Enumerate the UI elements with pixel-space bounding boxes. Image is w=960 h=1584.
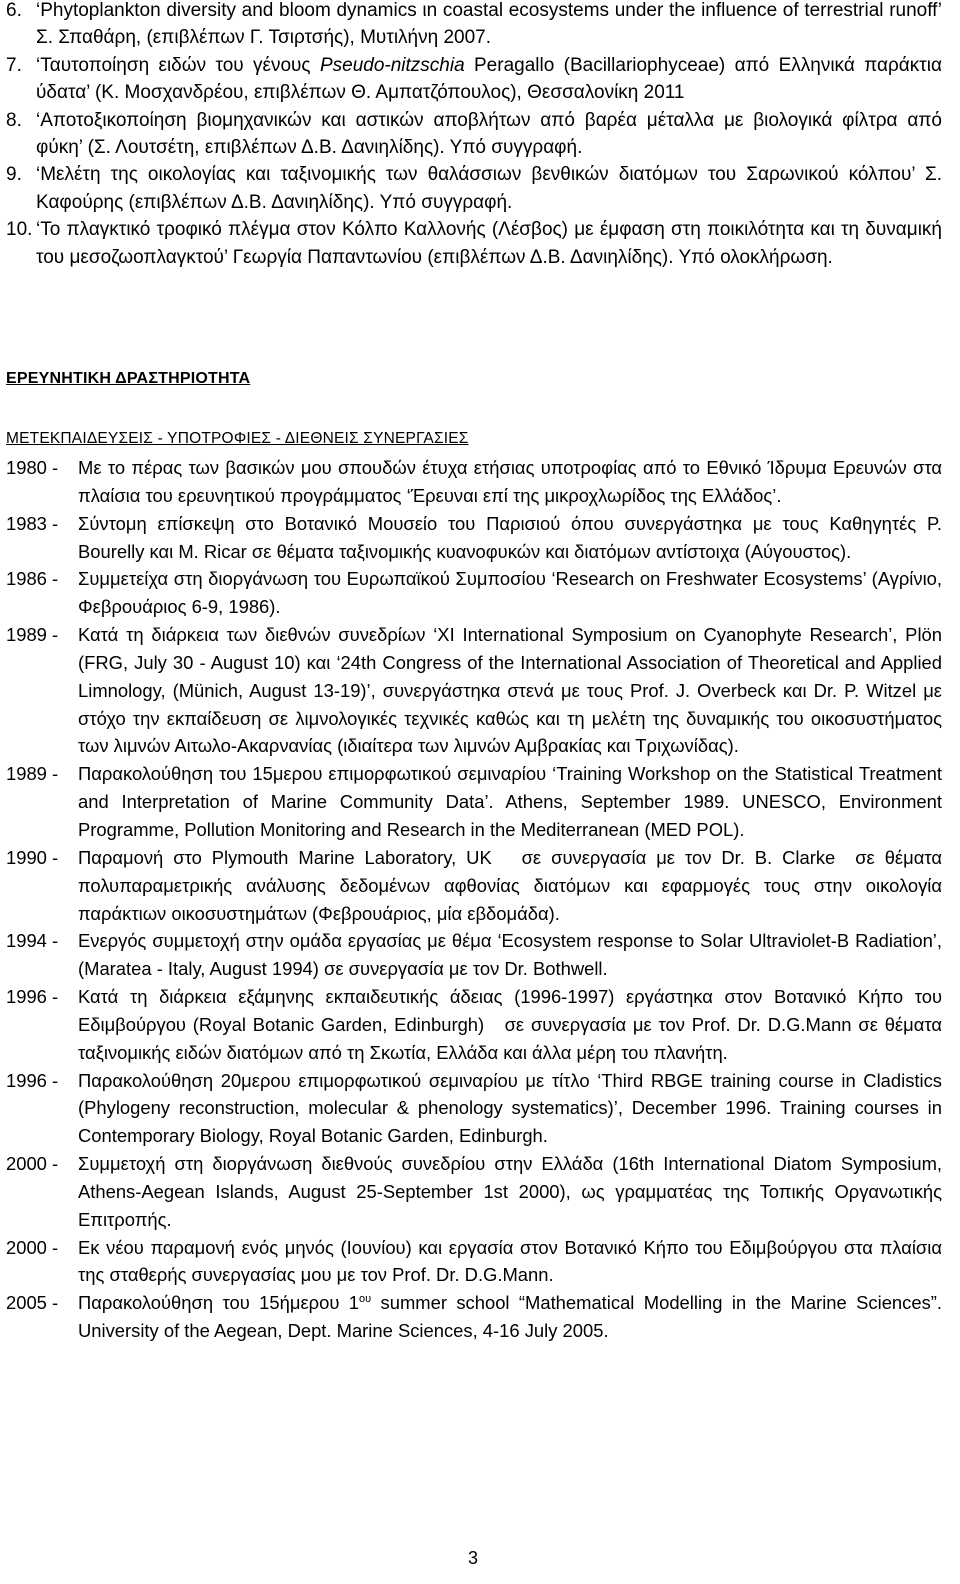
list-item-text: ‘Phytoplankton diversity and bloom dynamics ιn coastal ecosystems under the influence of terrestrial runoff’ Σ. Σπαθάρη, (επιβλέπων Γ. Τσιρτσής), Μυτιλήνη 2007. [36,0,942,49]
activity-entry [6,510,942,566]
entry-text: Παρακολούθηση του 15μερου επιμορφωτικού σεμιναρίου ‘Training Workshop on the Statistical Treatment and Interpretation of Marine Community Data’. Athens, September 1989. UNESCO, Environment Programme, Pollution Monitoring and Research in the Mediterranean (MED POL). [78,763,942,840]
activity-entry [6,1150,942,1234]
activity-entry [6,565,942,621]
activity-entry [6,760,942,844]
list-item [6,216,942,271]
list-item [6,107,942,162]
entry-year: 1989 - [6,763,59,785]
activity-entry [6,1067,942,1151]
entry-year: 1989 - [6,624,59,646]
entry-text: Παρακολούθηση 20μερου επιμορφωτικού σεμιναρίου με τίτλο ‘Third RBGE training course in Cladistics (Phylogeny reconstruction, molecular & phenology systematics)’, December 1996. Training courses in Contemporary Biology, Royal Botanic Garden, Edinburgh. [78,1069,942,1147]
entry-text: Σύντομη επίσκεψη στο Βοτανικό Μουσείο του Παρισιού όπου συνεργάστηκα με τους Καθηγητές P. Bourelly και M. Ricar σε θέματα ταξινομικής κυανοφυκών και διατόμων αντίστοιχα (Αύγουστος). [78,512,942,562]
entry-text: Ενεργός συμμετοχή στην ομάδα εργασίας με θέμα ‘Ecosystem response to Solar Ultraviolet‑B Radiation’, (Maratea ‑ Italy, August 1994) σε συνεργασία με τον Dr. Bothwell. [78,930,942,980]
entry-year: 2000 - [6,1236,59,1258]
entry-year: 1980 - [6,457,59,478]
entry-text: Παραμονή στο Plymouth Marine Laboratory, UK σε συνεργασία με τον Dr. B. Clarke σε θέματα πολυπαραμετρικής ανάλυσης δεδομένων αφθονίας διατόμων και εφαρμογές τους στην οικολογία παράκτιων οικοσυστημάτων (Φεβρουάριος, μία εβδομάδα). [78,846,942,924]
entry-text: Συμμετείχα στη διοργάνωση του Ευρωπαϊκού Συμποσίου ‘Research on Freshwater Ecosystems’ (Αγρίνιο, Φεβρουάριος 6‑9, 1986). [78,568,942,618]
entry-text: Εκ νέου παραμονή ενός μηνός (Ιουνίου) και εργασία στον Βοτανικό Κήπο του Εδιμβούργου στα πλαίσια της σταθερής συνεργασίας μου με τον Prof. Dr. D.G.Mann. [78,1236,942,1286]
entry-text: Συμμετοχή στη διοργάνωση διεθνούς συνεδρίου στην Ελλάδα (16th International Diatom Symposium, Athens‑Aegean Islands, August 25‑September 1st 2000), ως γραμματέας της Τοπικής Οργανωτικής Επιτροπής. [78,1153,942,1230]
list-item-text: ‘Αποτοξικοποίηση βιομηχανικών και αστικών αποβλήτων από βαρέα μέταλλα με βιολογικά φίλτρα από φύκη’ (Σ. Λουτσέτη, επιβλέπων Δ.Β. Δανιηλίδης). Υπό συγγραφή. [36,109,942,159]
activity-entry [6,1289,942,1345]
entry-year: 1986 - [6,568,59,590]
entry-text: Παρακολούθηση του 15ήμερου $1^{o\upsilon}$ summer school “Mathematical Modelling in the Marine Sciences”. University of the Aegean, Dept. Marine Sciences, 4‑16 July 2005. [78,1292,943,1342]
list-item-number: 10. [6,219,33,241]
activity-entry [6,1234,942,1290]
list-item-text: ‘Ταυτοποίηση ειδών του γένους Pseudo‑nitzschia Peragallo (Bacillariophyceae) από Ελληνικά παράκτια ύδατα’ (Κ. Μοσχανδρέου, επιβλέπων Θ. Αμπατζόπουλος), Θεσσαλονίκη 2011 [36,54,942,104]
entry-year: 1990 - [6,846,59,868]
list-item-number: 8. [6,109,22,131]
list-item-number: 7. [6,54,22,76]
section-title: ΕΡΕΥΝΗΤΙΚΗ ΔΡΑΣΤΗΡΙΟΤΗΤΑ [6,370,251,387]
entry-year: 2005 - [6,1292,59,1314]
entry-year: 1983 - [6,512,59,534]
supervised-theses-list [6,0,942,271]
list-item [6,52,942,107]
activity-entry [6,454,942,510]
activity-entry [6,844,942,928]
entry-year: 1994 - [6,930,59,952]
list-item-number: 9. [6,164,22,186]
research-activity-list [6,454,942,1345]
entry-year: 1996 - [6,1069,59,1091]
entry-year: 1996 - [6,986,59,1008]
activity-entry [6,927,942,983]
list-item-text: ‘Το πλαγκτικό τροφικό πλέγμα στον Κόλπο Καλλονής (Λέσβος) με έμφαση στη ποικιλότητα και τη δυναμική του μεσοζωοπλαγκτού’ Γεωργία Παπαντωνίου (επιβλέπων Δ.Β. Δανιηλίδης). Υπό ολοκλήρωση. [36,219,942,268]
activity-entry [6,621,942,760]
entry-text: Κατά τη διάρκεια των διεθνών συνεδρίων ‘XI International Symposium on Cyanophyte Research’, Plön (FRG, July 30 ‑ August 10) και ‘24th Congress of the International Association of Theoretical and Applied Limnology, (Münich, August 13‑19)’, συνεργάστηκα στενά με τους Prof. J. Overbeck και Dr. P. Witzel με στόχο την εκπαίδευση σε λιμνολογικές τεχνικές καθώς και τη μελέτη της δυναμικής του οικοσυστήματος των λιμνών Αιτωλο‑Ακαρνανίας (ιδιαίτερα των λιμνών Αμβρακίας και Τριχωνίδας). [78,624,942,757]
entry-text: Με το πέρας των βασικών μου σπουδών έτυχα ετήσιας υποτροφίας από το Εθνικό Ίδρυμα Ερευνών στα πλαίσια του ερευνητικού προγράμματος ‘Έρευναι επί της μικροχλωρίδος της Ελλάδος’. [78,457,942,506]
list-item-number: 6. [6,0,22,21]
list-item [6,161,942,216]
page-number: 3 [467,1548,478,1568]
entry-year: 2000 - [6,1153,59,1175]
entry-text: Κατά τη διάρκεια εξάμηνης εκπαιδευτικής άδειας (1996‑1997) εργάστηκα στον Βοτανικό Κήπο του Εδιμβούργου (Royal Botanic Garden, Edinburgh) σε συνεργασία με τον Prof. Dr. D.G.Mann σε θέματα ταξινομικής ειδών διατόμων από τη Σκωτία, Ελλάδα και άλλα μέρη του πλανήτη. [78,986,942,1063]
subsection-title: ΜΕΤΕΚΠΑΙΔΕΥΣΕΙΣ - ΥΠΟΤΡΟΦΙΕΣ - ΔΙΕΘΝΕΙΣ ΣΥΝΕΡΓΑΣΙΕΣ [6,430,469,447]
list-item-text: ‘Μελέτη της οικολογίας και ταξινομικής των θαλάσσιων βενθικών διατόμων του Σαρωνικού κόλπου’ Σ. Καφούρης (επιβλέπων Δ.Β. Δανιηλίδης). Υπό συγγραφή. [36,164,942,213]
list-item [6,0,942,52]
activity-entry [6,983,942,1067]
